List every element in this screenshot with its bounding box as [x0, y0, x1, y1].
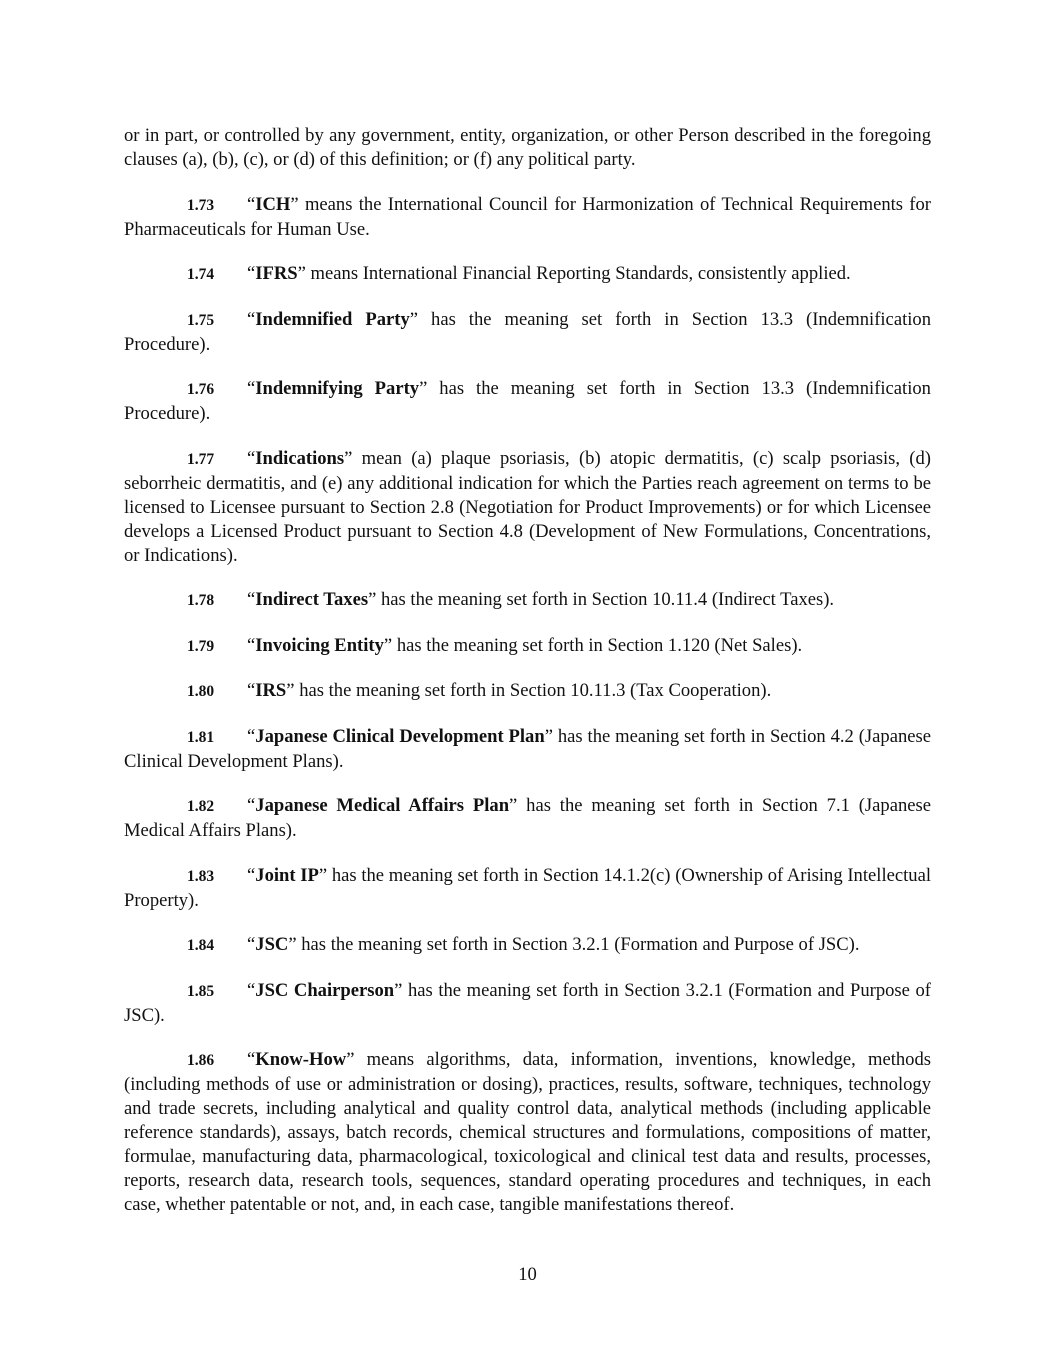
definition-1-85: 1.85 “JSC Chairperson” has the meaning set forth in Section 3.2.1 (Formation and Purpose of JSC).	[124, 979, 931, 1026]
definition-number: 1.84	[187, 937, 215, 954]
definition-1-79: 1.79 “Invoicing Entity” has the meaning set forth in Section 1.120 (Net Sales).	[124, 634, 931, 659]
defined-term: JSC Chairperson	[255, 979, 395, 1001]
definition-number: 1.81	[187, 728, 215, 746]
definition-text: means algorithms, data, information, inventions, knowledge, methods (including methods of use or administration or dosing), practices, results, software, techniques, technology and trade secrets, including analytical and quality control data, analytical methods (including applicable reference standards), assays, batch records, chemical structures and formulations, compositions of matter, formulae, manufacturing data, pharmacological, toxicological and clinical test data and results, processes, reports, research data, research tools, sequences, standard operating procedures and techniques, in each case, whether patentable or not, and, in each case, tangible manifestations thereof.	[124, 1049, 931, 1215]
definition-text: has the meaning set forth in Section 13.3 (Indemnification Procedure).	[124, 308, 931, 355]
definition-1-82: 1.82 “Japanese Medical Affairs Plan” has the meaning set forth in Section 7.1 (Japanese Medical Affairs Plans).	[124, 795, 931, 841]
definition-1-78: 1.78 “Indirect Taxes” has the meaning set forth in Section 10.11.4 (Indirect Taxes).	[124, 588, 931, 613]
definition-1-84: 1.84 “JSC” has the meaning set forth in Section 3.2.1 (Formation and Purpose of JSC).	[124, 933, 931, 958]
defined-term: IFRS	[255, 263, 298, 284]
definition-number: 1.85	[187, 982, 215, 1000]
defined-term: Joint IP	[255, 864, 319, 886]
intro-paragraph: or in part, or controlled by any government, entity, organization, or other Person described in the foregoing clauses (a), (b), (c), or (d) of this definition; or (f) any political party.	[124, 125, 931, 170]
definition-number: 1.76	[187, 381, 215, 398]
definition-text: has the meaning set forth in Section 10.11.4 (Indirect Taxes).	[376, 589, 835, 610]
definition-number: 1.83	[187, 867, 215, 885]
definition-number: 1.78	[187, 592, 215, 609]
defined-term: JSC	[255, 934, 289, 955]
definition-number: 1.79	[187, 637, 215, 655]
definition-1-73: 1.73 “ICH” means the International Council for Harmonization of Technical Requirements for Pharmaceuticals for Human Use.	[124, 193, 931, 240]
definition-text: has the meaning set forth in Section 10.11.3 (Tax Cooperation).	[294, 680, 772, 701]
defined-term: Indications	[255, 447, 345, 469]
definition-text: has the meaning set forth in Section 14.1.2(c) (Ownership of Arising Intellectual Property).	[124, 864, 931, 911]
definition-number: 1.75	[187, 311, 215, 329]
definition-text: means International Financial Reporting Standards, consistently applied.	[305, 263, 851, 284]
definition-1-74: 1.74 “IFRS” means International Financial Reporting Standards, consistently applied.	[124, 262, 931, 287]
defined-term: Invoicing Entity	[255, 634, 384, 656]
defined-term: Indemnifying Party	[255, 378, 420, 399]
definition-text: has the meaning set forth in Section 3.2.1 (Formation and Purpose of JSC).	[296, 934, 860, 955]
definition-text: mean (a) plaque psoriasis, (b) atopic dermatitis, (c) scalp psoriasis, (d) seborrheic dermatitis, and (e) any additional indication for which the Parties reach agreement on terms to be licensed to Licensee pursuant to Section 2.8 (Negotiation for Product Improvements) or for which Licensee develops a Licensed Product pursuant to Section 4.8 (Development of New Formulations, Concentrations, or Indications).	[124, 447, 931, 566]
definition-text: has the meaning set forth in Section 4.2 (Japanese Clinical Development Plans).	[124, 725, 932, 772]
defined-term: Japanese Medical Affairs Plan	[255, 795, 510, 816]
defined-term: ICH	[255, 193, 291, 215]
definition-1-83: 1.83 “Joint IP” has the meaning set forth in Section 14.1.2(c) (Ownership of Arising Intellectual Property).	[124, 864, 931, 911]
definition-text: has the meaning set forth in Section 1.120 (Net Sales).	[392, 634, 803, 656]
defined-term: Japanese Clinical Development Plan	[255, 725, 545, 747]
definition-1-80: 1.80 “IRS” has the meaning set forth in Section 10.11.3 (Tax Cooperation).	[124, 679, 931, 704]
definition-number: 1.86	[187, 1052, 215, 1069]
defined-term: IRS	[255, 680, 287, 701]
definition-text: has the meaning set forth in Section 3.2.1 (Formation and Purpose of JSC).	[124, 979, 931, 1026]
definition-1-86: 1.86 “Know-How” means algorithms, data, information, inventions, knowledge, methods (including methods of use or administration or dosing), practices, results, software, techniques, technology and trade secrets, including analytical and quality control data, analytical methods (including applicable reference standards), assays, batch records, chemical structures and formulations, compositions of matter, formulae, manufacturing data, pharmacological, toxicological and clinical test data and results, processes, reports, research data, research tools, sequences, standard operating procedures and techniques, in each case, whether patentable or not, and, in each case, tangible manifestations thereof.	[124, 1049, 931, 1215]
definition-number: 1.73	[187, 196, 215, 214]
defined-term: Know-How	[255, 1049, 347, 1070]
definition-1-77: 1.77 “Indications” mean (a) plaque psoriasis, (b) atopic dermatitis, (c) scalp psoriasis, (d) seborrheic dermatitis, and (e) any additional indication for which the Parties reach agreement on terms to be licensed to Licensee pursuant to Section 2.8 (Negotiation for Product Improvements) or for which Licensee develops a Licensed Product pursuant to Section 4.8 (Development of New Formulations, Concentrations, or Indications).	[124, 447, 931, 566]
definition-text: has the meaning set forth in Section 13.3 (Indemnification Procedure).	[124, 378, 931, 424]
definition-1-76: 1.76 “Indemnifying Party” has the meaning set forth in Section 13.3 (Indemnification Procedure).	[124, 378, 931, 424]
definition-number: 1.80	[187, 683, 215, 700]
definition-number: 1.82	[187, 798, 215, 815]
document-page	[124, 124, 931, 1238]
page-number: 10	[518, 1264, 537, 1285]
definition-text: has the meaning set forth in Section 7.1 (Japanese Medical Affairs Plans).	[124, 795, 931, 841]
definition-1-75: 1.75 “Indemnified Party” has the meaning set forth in Section 13.3 (Indemnification Procedure).	[124, 308, 931, 355]
definition-number: 1.74	[187, 266, 215, 283]
defined-term: Indirect Taxes	[255, 589, 369, 610]
definition-text: means the International Council for Harmonization of Technical Requirements for Pharmaceuticals for Human Use.	[124, 193, 931, 240]
definition-1-81: 1.81 “Japanese Clinical Development Plan” has the meaning set forth in Section 4.2 (Japanese Clinical Development Plans).	[124, 725, 932, 772]
definition-number: 1.77	[187, 450, 215, 468]
defined-term: Indemnified Party	[255, 308, 410, 330]
